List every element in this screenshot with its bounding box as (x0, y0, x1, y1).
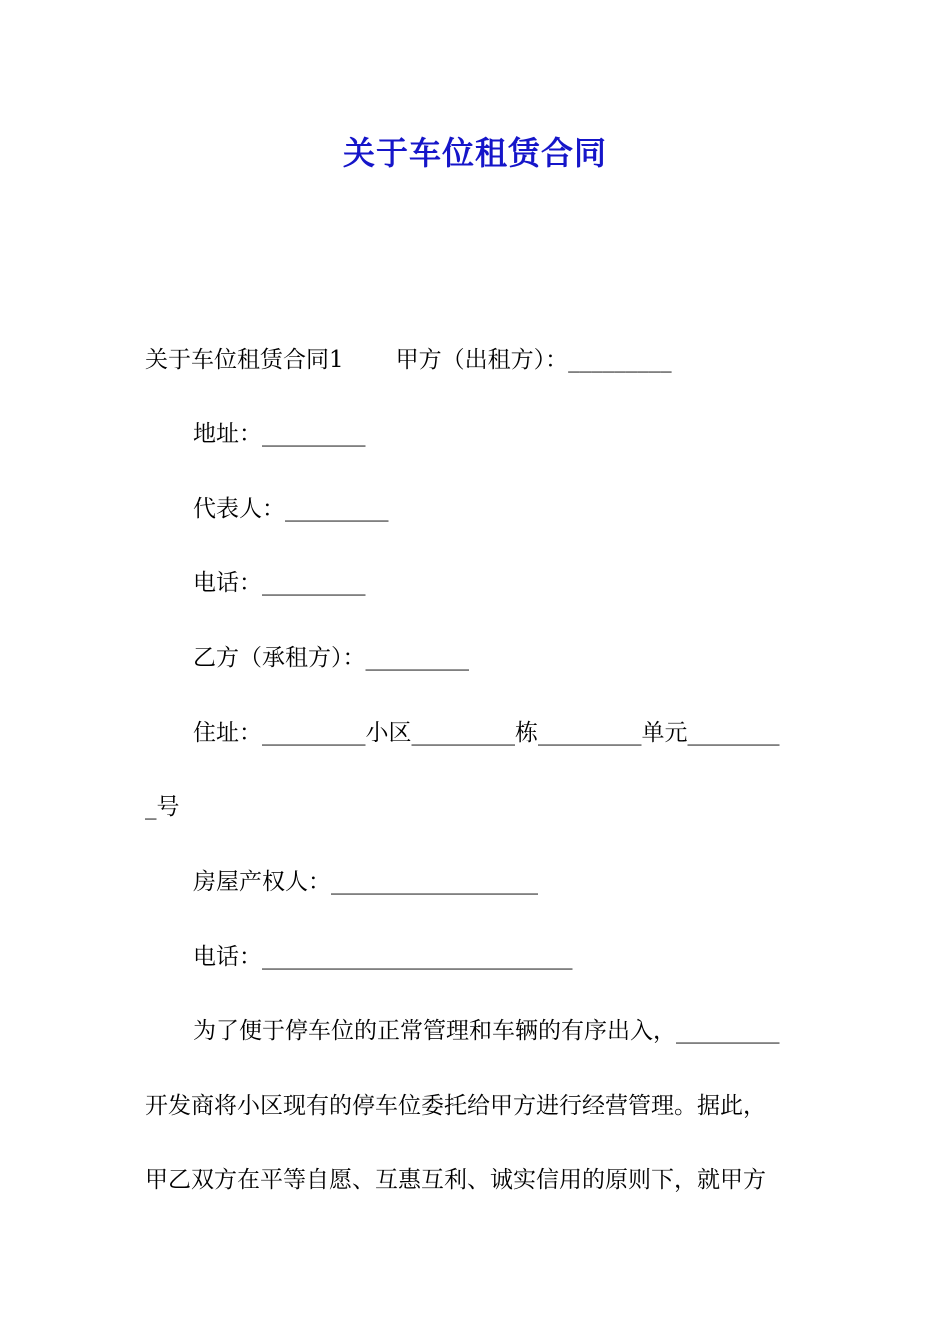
line-phone-a: 电话：_________ (193, 570, 366, 596)
line-residence: 住址：_________小区_________栋_________单元________ (193, 720, 780, 746)
line-address: 地址：_________ (193, 421, 366, 447)
section-heading: 关于车位租赁合同1 (145, 347, 344, 373)
paragraph-line-2: 开发商将小区现有的停车位委托给甲方进行经营管理。据此， (145, 1093, 766, 1119)
line-representative: 代表人：_________ (193, 496, 389, 522)
line-phone-b: 电话：___________________________ (193, 944, 573, 970)
paragraph-line-1: 为了便于停车位的正常管理和车辆的有序出入，_________ (193, 1018, 780, 1044)
document-title: 关于车位租赁合同 (342, 134, 607, 172)
line-party-a (145, 340, 815, 380)
line-residence-number: _号 (145, 794, 180, 820)
paragraph-line-3: 甲乙双方在平等自愿、互惠互利、诚实信用的原则下，就甲方 (145, 1167, 766, 1193)
line-owner: 房屋产权人：__________________ (193, 869, 538, 895)
line-party-b: 乙方（承租方）：_________ (193, 645, 469, 671)
party-a-field: 甲方（出租方）：_________ (395, 347, 672, 373)
